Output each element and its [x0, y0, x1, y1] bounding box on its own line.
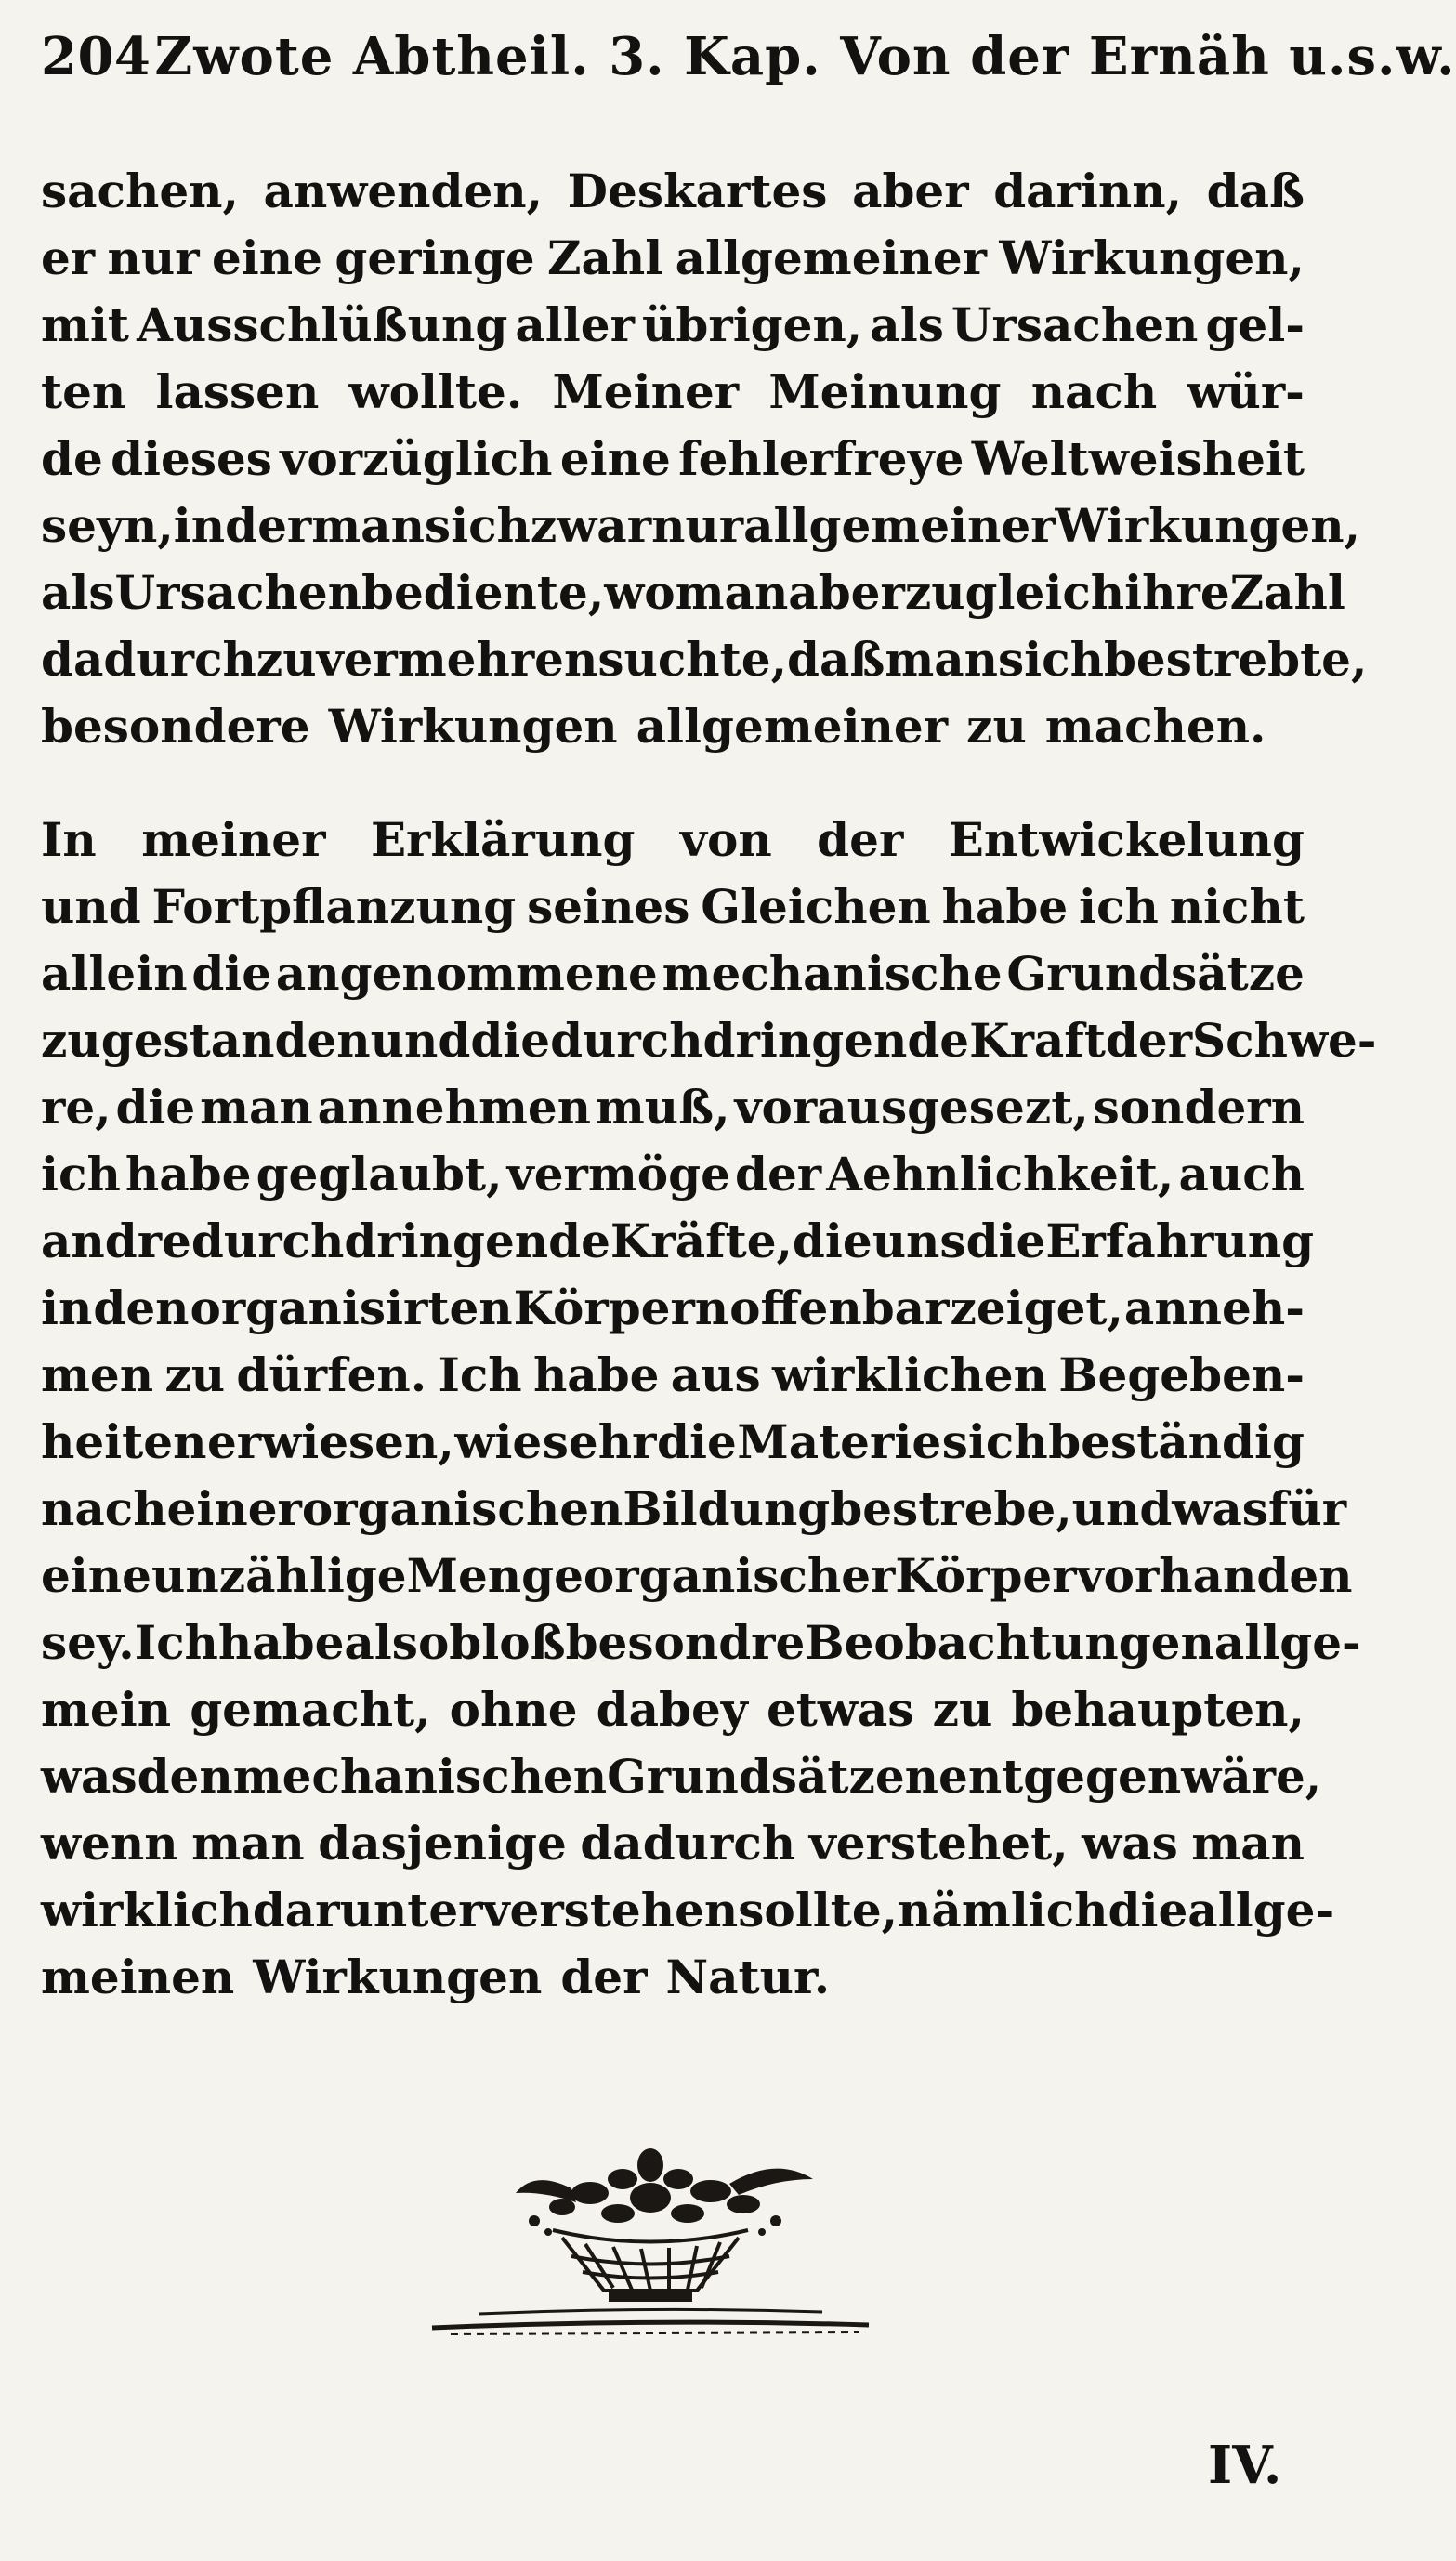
- text-line: zugestanden und die durchdringende Kraft der Schwe-: [41, 1013, 1377, 1068]
- text-line: besondere Wirkungen allgemeiner zu machen.: [41, 699, 1266, 754]
- text-line: de dieses vorzüglich eine fehlerfreye Weltweisheit: [41, 431, 1305, 486]
- paragraph: [41, 807, 1377, 2011]
- paragraph-container: [41, 158, 1377, 2011]
- running-header: [41, 26, 1456, 110]
- catchword: IV.: [1208, 2435, 1282, 2496]
- text-line: in den organisirten Körpern offenbar zeiget, anneh-: [41, 1280, 1305, 1335]
- text-line: mein gemacht, ohne dabey etwas zu behaupten,: [41, 1682, 1305, 1737]
- text-line: dadurch zu vermehren suchte, daß man sich bestrebte,: [41, 632, 1368, 687]
- text-line: ten lassen wollte. Meiner Meinung nach wür-: [41, 364, 1305, 419]
- paragraph-gap: [41, 760, 1305, 807]
- text-line: seyn, in der man sich zwar nur allgemeiner Wirkungen,: [41, 498, 1361, 553]
- text-line: und Fortpflanzung seines Gleichen habe ich nicht: [41, 879, 1305, 934]
- text-line: allein die angenommene mechanische Grundsätze: [41, 946, 1305, 1001]
- paragraph: [41, 158, 1368, 760]
- text-line: wirklich darunter verstehen sollte, nämlich die allge-: [41, 1883, 1335, 1937]
- text-line: eine unzählige Menge organischer Körper vorhanden: [41, 1548, 1353, 1603]
- flower-basket-ornament-icon: [423, 2128, 878, 2351]
- text-line: ich habe geglaubt, vermöge der Aehnlichkeit, auch: [41, 1147, 1305, 1202]
- text-line: heiten erwiesen, wie sehr die Materie sich beständig: [41, 1414, 1305, 1469]
- text-line: men zu dürfen. Ich habe aus wirklichen Begeben-: [41, 1347, 1305, 1402]
- text-line: andre durchdringende Kräfte, die uns die Erfahrung: [41, 1214, 1315, 1268]
- text-line: re, die man annehmen muß, vorausgesezt, sondern: [41, 1080, 1305, 1135]
- text-line: sachen, anwenden, Deskartes aber darinn, daß: [41, 164, 1305, 218]
- text-line: als Ursachen bediente, wo man aber zugleich ihre Zahl: [41, 565, 1345, 620]
- body-text: [41, 158, 1377, 2011]
- text-line: mit Ausschlüßung aller übrigen, als Ursachen gel-: [41, 297, 1305, 352]
- page-number: 204: [41, 26, 151, 87]
- text-line: was den mechanischen Grundsätzen entgegen wäre,: [41, 1749, 1322, 1804]
- text-line: er nur eine geringe Zahl allgemeiner Wirkungen,: [41, 230, 1305, 285]
- text-line: sey. Ich habe also bloß besondre Beobachtungen allge-: [41, 1615, 1361, 1670]
- text-line: meinen Wirkungen der Natur.: [41, 1950, 831, 2004]
- text-line: nach einer organischen Bildung bestrebe, und was für: [41, 1481, 1347, 1536]
- text-line: wenn man dasjenige dadurch verstehet, was man: [41, 1816, 1305, 1871]
- running-title: Zwote Abtheil. 3. Kap. Von der Ernäh u.s.w.: [154, 26, 1456, 87]
- text-line: In meiner Erklärung von der Entwickelung: [41, 812, 1305, 867]
